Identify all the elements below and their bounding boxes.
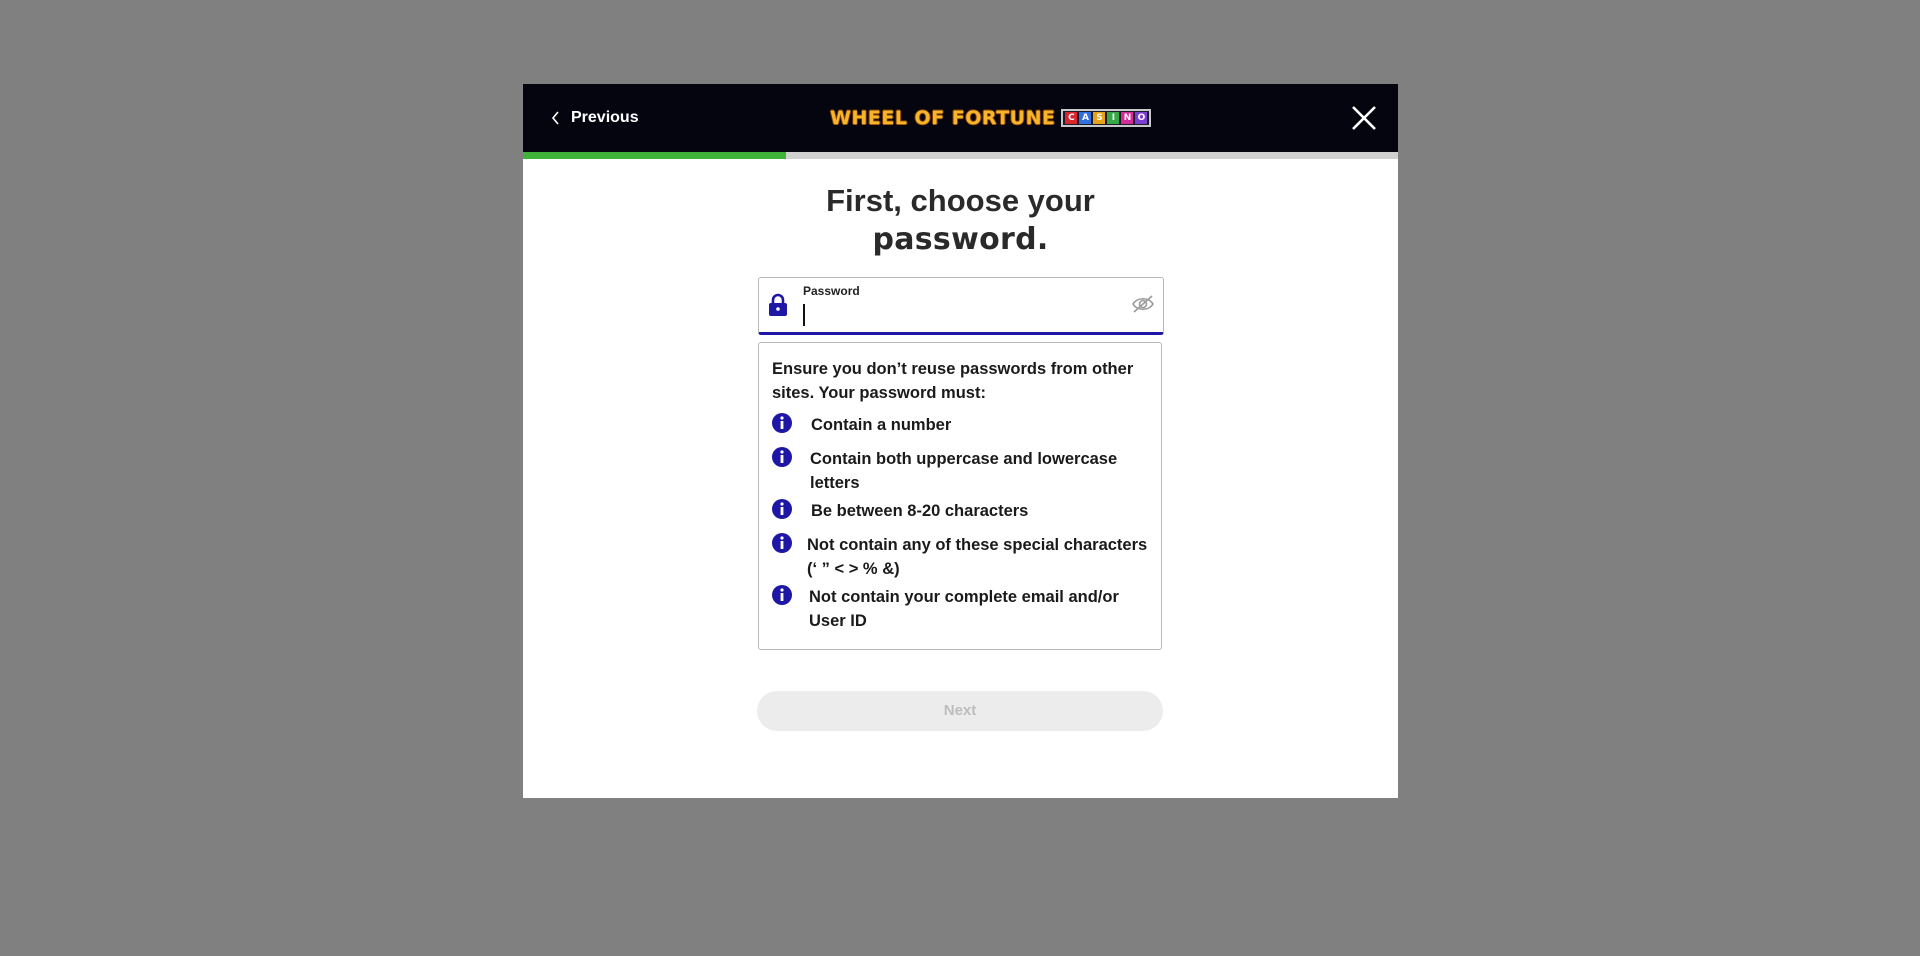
info-icon (772, 499, 792, 519)
password-input[interactable] (803, 302, 1127, 328)
wheel-of-fortune-casino-logo (830, 107, 1151, 129)
close-button[interactable] (1348, 102, 1380, 134)
logo-casino-letter: N (1121, 112, 1133, 124)
info-icon (772, 447, 792, 467)
logo-casino-letter: A (1079, 112, 1091, 124)
requirements-intro: Ensure you don’t reuse passwords from other sites. Your password must: (772, 360, 1134, 402)
next-button[interactable]: Next (757, 691, 1163, 731)
title-line-1: First, choose your (826, 183, 1095, 218)
close-icon (1348, 102, 1380, 134)
progress-bar (523, 152, 1398, 159)
logo-casino-letter: C (1065, 112, 1077, 124)
requirement-text: Contain a number (811, 416, 952, 434)
page-title (523, 182, 1398, 260)
requirement-text: Not contain any of these special characters (‘ ” < > % &) (807, 536, 1148, 578)
requirement-text: Contain both uppercase and lowercase letters (810, 450, 1118, 492)
eye-off-icon[interactable] (1131, 294, 1155, 314)
password-label: Password (803, 284, 860, 298)
text-cursor (803, 304, 805, 326)
title-line-2: password. (872, 222, 1049, 257)
lock-icon (768, 293, 788, 317)
logo-casino-letter: S (1093, 112, 1105, 124)
modal-header (523, 84, 1398, 152)
info-icon (772, 585, 792, 605)
password-requirements (758, 342, 1162, 650)
password-field[interactable] (758, 277, 1164, 335)
info-icon (772, 533, 792, 553)
chevron-left-icon (551, 111, 561, 125)
info-icon (772, 413, 792, 433)
previous-label: Previous (571, 109, 639, 126)
logo-text: WHEEL OF FORTUNE (830, 107, 1056, 129)
logo-casino-letter: I (1107, 112, 1119, 124)
requirement-text: Not contain your complete email and/or User ID (809, 588, 1119, 630)
previous-button[interactable] (551, 102, 639, 134)
progress-fill (523, 152, 786, 159)
signup-modal (523, 84, 1398, 798)
requirement-text: Be between 8-20 characters (811, 502, 1029, 520)
logo-casino-letter: O (1135, 112, 1147, 124)
logo-casino-badge (1061, 109, 1151, 127)
